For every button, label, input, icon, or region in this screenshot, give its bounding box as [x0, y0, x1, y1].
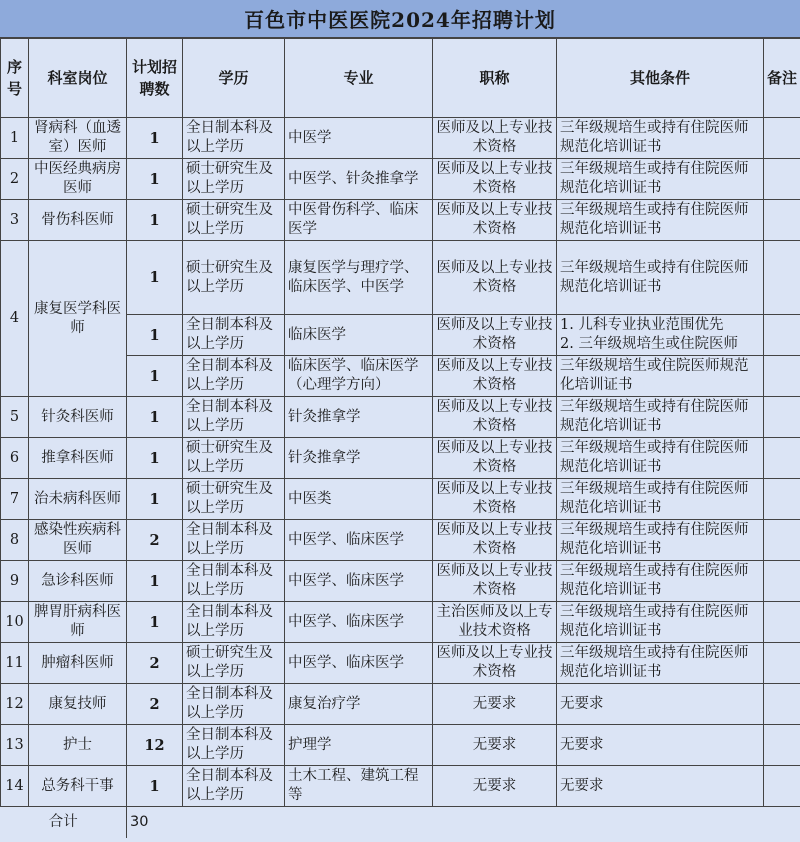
- table-row: [1, 766, 800, 807]
- cell-title-req: 医师及以上专业技术资格: [433, 520, 557, 561]
- cell-plan: 2: [127, 520, 183, 561]
- total-blank: [183, 807, 800, 838]
- cell-remark: [764, 356, 800, 397]
- cell-other: 三年级规培生或持有住院医师规范化培训证书: [557, 200, 764, 241]
- cell-plan: 1: [127, 200, 183, 241]
- cell-major: 康复医学与理疗学、临床医学、中医学: [285, 241, 433, 315]
- cell-other: 三年级规培生或住院医师规范化培训证书: [557, 356, 764, 397]
- cell-title-req: 医师及以上专业技术资格: [433, 200, 557, 241]
- cell-seq: 13: [1, 725, 29, 766]
- cell-major: 康复治疗学: [285, 684, 433, 725]
- cell-remark: [764, 520, 800, 561]
- cell-edu: 硕士研究生及以上学历: [183, 643, 285, 684]
- cell-major: 土木工程、建筑工程等: [285, 766, 433, 807]
- cell-title-req: 医师及以上专业技术资格: [433, 479, 557, 520]
- cell-title-req: 医师及以上专业技术资格: [433, 118, 557, 159]
- cell-edu: 全日制本科及以上学历: [183, 725, 285, 766]
- cell-remark: [764, 766, 800, 807]
- cell-edu: 全日制本科及以上学历: [183, 356, 285, 397]
- header-dept: 科室岗位: [29, 39, 127, 118]
- cell-plan: 1: [127, 356, 183, 397]
- cell-other: 三年级规培生或持有住院医师规范化培训证书: [557, 397, 764, 438]
- cell-plan: 2: [127, 643, 183, 684]
- cell-major: 中医骨伤科学、临床医学: [285, 200, 433, 241]
- cell-title-req: 医师及以上专业技术资格: [433, 397, 557, 438]
- cell-dept: 骨伤科医师: [29, 200, 127, 241]
- cell-dept: 脾胃肝病科医师: [29, 602, 127, 643]
- cell-seq: 6: [1, 438, 29, 479]
- cell-plan: 1: [127, 315, 183, 356]
- cell-seq: 4: [1, 241, 29, 397]
- cell-dept: 中医经典病房医师: [29, 159, 127, 200]
- cell-edu: 全日制本科及以上学历: [183, 684, 285, 725]
- cell-dept: 康复技师: [29, 684, 127, 725]
- cell-major: 护理学: [285, 725, 433, 766]
- cell-title-req: 主治医师及以上专业技术资格: [433, 602, 557, 643]
- header-plan: 计划招聘数: [127, 39, 183, 118]
- cell-major: 临床医学: [285, 315, 433, 356]
- cell-dept: 康复医学科医师: [29, 241, 127, 397]
- table-row: [1, 241, 800, 315]
- header-remark: 备注: [764, 39, 800, 118]
- cell-major: 针灸推拿学: [285, 438, 433, 479]
- cell-plan: 1: [127, 397, 183, 438]
- header-edu: 学历: [183, 39, 285, 118]
- table-row: [1, 561, 800, 602]
- cell-plan: 1: [127, 438, 183, 479]
- cell-other: 三年级规培生或持有住院医师规范化培训证书: [557, 561, 764, 602]
- cell-title-req: 医师及以上专业技术资格: [433, 561, 557, 602]
- cell-plan: 1: [127, 159, 183, 200]
- cell-edu: 全日制本科及以上学历: [183, 561, 285, 602]
- cell-edu: 硕士研究生及以上学历: [183, 200, 285, 241]
- cell-dept: 感染性疾病科医师: [29, 520, 127, 561]
- cell-other: 三年级规培生或持有住院医师规范化培训证书: [557, 479, 764, 520]
- table-row: [1, 725, 800, 766]
- cell-other: 无要求: [557, 725, 764, 766]
- cell-major: 中医学、临床医学: [285, 520, 433, 561]
- header-title-req: 职称: [433, 39, 557, 118]
- cell-remark: [764, 602, 800, 643]
- cell-title-req: 无要求: [433, 766, 557, 807]
- cell-seq: 7: [1, 479, 29, 520]
- cell-other: 三年级规培生或持有住院医师规范化培训证书: [557, 438, 764, 479]
- cell-title-req: 无要求: [433, 684, 557, 725]
- cell-other: 三年级规培生或持有住院医师规范化培训证书: [557, 118, 764, 159]
- header-row: [1, 39, 800, 118]
- cell-remark: [764, 479, 800, 520]
- cell-edu: 全日制本科及以上学历: [183, 118, 285, 159]
- cell-other: 三年级规培生或持有住院医师规范化培训证书: [557, 643, 764, 684]
- table-row: [1, 520, 800, 561]
- cell-dept: 针灸科医师: [29, 397, 127, 438]
- cell-remark: [764, 561, 800, 602]
- cell-major: 中医学、临床医学: [285, 602, 433, 643]
- header-other: 其他条件: [557, 39, 764, 118]
- cell-edu: 全日制本科及以上学历: [183, 520, 285, 561]
- cell-dept: 肿瘤科医师: [29, 643, 127, 684]
- cell-dept: 肾病科（血透室）医师: [29, 118, 127, 159]
- cell-title-req: 医师及以上专业技术资格: [433, 643, 557, 684]
- cell-edu: 全日制本科及以上学历: [183, 315, 285, 356]
- cell-other: 三年级规培生或持有住院医师规范化培训证书: [557, 241, 764, 315]
- cell-major: 中医学、针灸推拿学: [285, 159, 433, 200]
- cell-seq: 14: [1, 766, 29, 807]
- cell-edu: 全日制本科及以上学历: [183, 766, 285, 807]
- cell-edu: 全日制本科及以上学历: [183, 397, 285, 438]
- cell-other: 1. 儿科专业执业范围优先 2. 三年级规培生或住院医师: [557, 315, 764, 356]
- sheet-title: 百色市中医医院2024年招聘计划: [0, 0, 800, 38]
- table-row: [1, 602, 800, 643]
- cell-seq: 11: [1, 643, 29, 684]
- cell-remark: [764, 397, 800, 438]
- cell-plan: 1: [127, 118, 183, 159]
- cell-edu: 硕士研究生及以上学历: [183, 438, 285, 479]
- cell-seq: 9: [1, 561, 29, 602]
- cell-major: 中医学、临床医学: [285, 561, 433, 602]
- cell-other: 三年级规培生或持有住院医师规范化培训证书: [557, 602, 764, 643]
- cell-seq: 5: [1, 397, 29, 438]
- table-row: [1, 479, 800, 520]
- cell-remark: [764, 159, 800, 200]
- cell-remark: [764, 438, 800, 479]
- cell-seq: 10: [1, 602, 29, 643]
- cell-title-req: 医师及以上专业技术资格: [433, 241, 557, 315]
- cell-plan: 1: [127, 602, 183, 643]
- total-value: 30: [127, 807, 183, 838]
- table-row: [1, 200, 800, 241]
- cell-remark: [764, 684, 800, 725]
- cell-remark: [764, 241, 800, 315]
- cell-other: 无要求: [557, 766, 764, 807]
- cell-dept: 总务科干事: [29, 766, 127, 807]
- cell-other: 三年级规培生或持有住院医师规范化培训证书: [557, 520, 764, 561]
- cell-title-req: 医师及以上专业技术资格: [433, 356, 557, 397]
- cell-seq: 8: [1, 520, 29, 561]
- cell-plan: 1: [127, 561, 183, 602]
- cell-edu: 硕士研究生及以上学历: [183, 159, 285, 200]
- cell-title-req: 医师及以上专业技术资格: [433, 159, 557, 200]
- cell-edu: 硕士研究生及以上学历: [183, 241, 285, 315]
- cell-dept: 护士: [29, 725, 127, 766]
- cell-remark: [764, 315, 800, 356]
- cell-plan: 12: [127, 725, 183, 766]
- cell-plan: 1: [127, 766, 183, 807]
- cell-edu: 全日制本科及以上学历: [183, 602, 285, 643]
- cell-other: 三年级规培生或持有住院医师规范化培训证书: [557, 159, 764, 200]
- cell-remark: [764, 725, 800, 766]
- cell-major: 中医学、临床医学: [285, 643, 433, 684]
- cell-remark: [764, 200, 800, 241]
- cell-title-req: 医师及以上专业技术资格: [433, 438, 557, 479]
- cell-seq: 2: [1, 159, 29, 200]
- total-label: 合计: [1, 807, 127, 838]
- cell-title-req: 医师及以上专业技术资格: [433, 315, 557, 356]
- cell-title-req: 无要求: [433, 725, 557, 766]
- total-row: [1, 807, 800, 838]
- cell-dept: 治未病科医师: [29, 479, 127, 520]
- table-row: [1, 438, 800, 479]
- cell-plan: 2: [127, 684, 183, 725]
- table-row: [1, 118, 800, 159]
- cell-seq: 12: [1, 684, 29, 725]
- cell-plan: 1: [127, 241, 183, 315]
- cell-dept: 急诊科医师: [29, 561, 127, 602]
- table-row: [1, 643, 800, 684]
- header-seq: 序号: [1, 39, 29, 118]
- cell-seq: 3: [1, 200, 29, 241]
- cell-seq: 1: [1, 118, 29, 159]
- header-major: 专业: [285, 39, 433, 118]
- recruitment-table: [0, 38, 800, 838]
- cell-major: 中医类: [285, 479, 433, 520]
- cell-other: 无要求: [557, 684, 764, 725]
- cell-edu: 硕士研究生及以上学历: [183, 479, 285, 520]
- cell-major: 中医学: [285, 118, 433, 159]
- cell-dept: 推拿科医师: [29, 438, 127, 479]
- cell-major: 临床医学、临床医学（心理学方向）: [285, 356, 433, 397]
- table-row: [1, 397, 800, 438]
- cell-plan: 1: [127, 479, 183, 520]
- table-row: [1, 684, 800, 725]
- cell-remark: [764, 118, 800, 159]
- table-row: [1, 159, 800, 200]
- cell-remark: [764, 643, 800, 684]
- cell-major: 针灸推拿学: [285, 397, 433, 438]
